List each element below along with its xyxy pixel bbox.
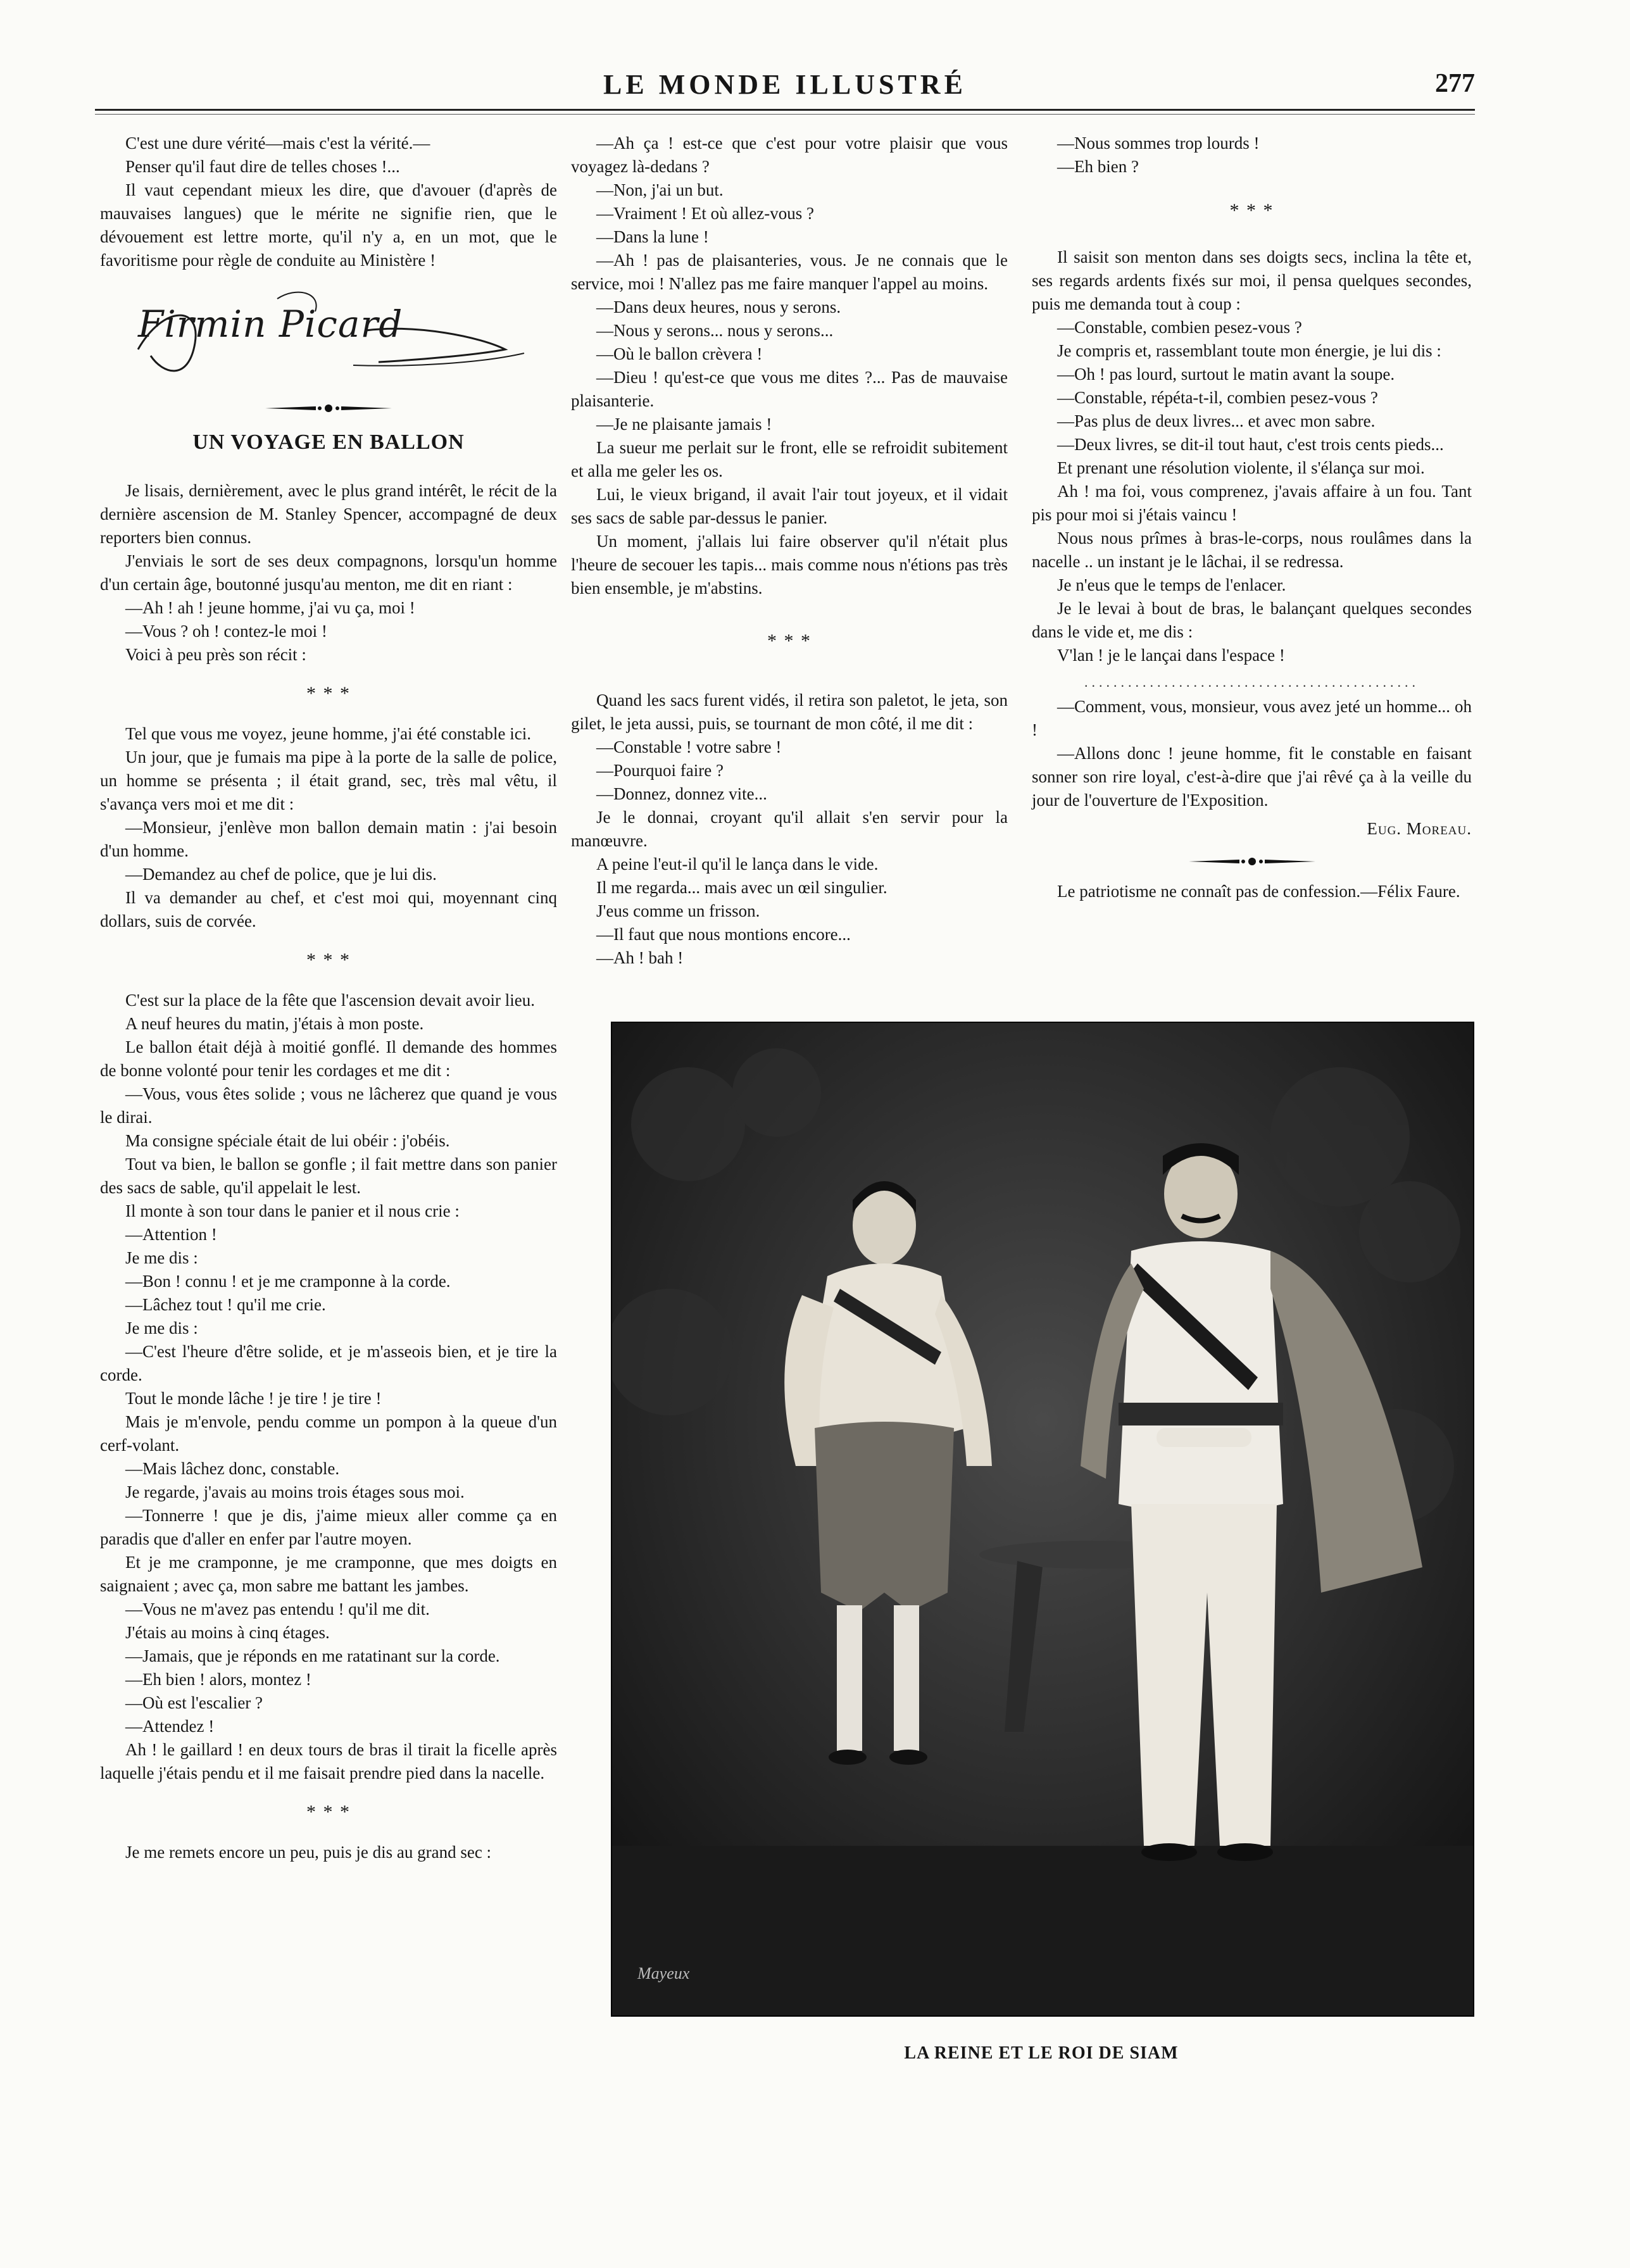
paragraph: —Comment, vous, monsieur, vous avez jeté un homme... oh ! xyxy=(1032,697,1472,739)
paragraph: —Pourquoi faire ? xyxy=(596,761,724,780)
paragraph: —Il faut que nous montions encore... xyxy=(596,925,851,944)
page-number: 277 xyxy=(1435,69,1475,98)
paragraph: —Ah ! ah ! jeune homme, j'ai vu ça, moi ! xyxy=(125,598,415,617)
paragraph: Il monte à son tour dans le panier et il nous crie : xyxy=(125,1201,460,1220)
paragraph: Un moment, j'allais lui faire observer qu'il n'était plus l'heure de secouer les tapis... mais comme nous n'étions pas très bien ensemble, je m'abstins. xyxy=(571,532,1008,598)
quotation: Le patriotisme ne connaît pas de confession.—Félix Faure. xyxy=(1057,882,1460,901)
paragraph: Je le donnai, croyant qu'il allait s'en servir pour la manœuvre. xyxy=(571,808,1008,850)
paragraph: C'est sur la place de la fête que l'ascension devait avoir lieu. xyxy=(125,991,535,1010)
paragraph: J'enviais le sort de ses deux compagnons, lorsqu'un homme d'un certain âge, boutonné jusqu'au menton, me dit en riant : xyxy=(100,551,557,594)
paragraph: Nous nous prîmes à bras-le-corps, nous roulâmes dans la nacelle .. un instant je le lâchai, il se redressa. xyxy=(1032,529,1472,571)
paragraph: Penser qu'il faut dire de telles choses !... xyxy=(125,157,400,176)
paragraph: —Ah ! pas de plaisanteries, vous. Je ne connais que le service, moi ! N'allez pas me faire manquer l'appel au moins. xyxy=(571,251,1008,293)
paragraph: A neuf heures du matin, j'étais à mon poste. xyxy=(125,1014,424,1033)
ellipsis-divider: .............................................. xyxy=(1084,674,1419,690)
paragraph: —Monsieur, j'enlève mon ballon demain matin : j'ai besoin d'un homme. xyxy=(100,818,557,860)
paragraph: V'lan ! je le lançai dans l'espace ! xyxy=(1057,646,1285,665)
paragraph: La sueur me perlait sur le front, elle se refroidit subitement et alla me geler les os. xyxy=(571,438,1008,480)
paragraph: Je me dis : xyxy=(125,1319,198,1338)
paragraph: —Dieu ! qu'est-ce que vous me dites ?... Pas de mauvaise plaisanterie. xyxy=(571,368,1008,410)
paragraph: —Constable ! votre sabre ! xyxy=(596,737,782,756)
paragraph: —Mais lâchez donc, constable. xyxy=(125,1459,340,1478)
paragraph: J'eus comme un frisson. xyxy=(596,901,760,920)
paragraph: —Vraiment ! Et où allez-vous ? xyxy=(596,204,815,223)
paragraph: Il saisit son menton dans ses doigts secs, inclina la tête et, ses regards ardents fixés sur moi, il pensa quelques secondes, puis me demanda tout à coup : xyxy=(1032,247,1472,313)
paragraph: Quand les sacs furent vidés, il retira son paletot, le jeta, son gilet, le jeta aussi, puis, se tournant de mon côté, il me dit : xyxy=(571,691,1008,733)
paragraph: C'est une dure vérité—mais c'est la vérité.— xyxy=(125,134,430,153)
paragraph: Tout le monde lâche ! je tire ! je tire ! xyxy=(125,1389,382,1408)
ornament-divider-icon xyxy=(265,404,392,413)
paragraph: —Nous y serons... nous y serons... xyxy=(596,321,834,340)
paragraph: —Tonnerre ! que je dis, j'aime mieux aller comme ça en paradis que d'aller en enfer par l'autre moyen. xyxy=(100,1506,557,1548)
paragraph: Je regarde, j'avais au moins trois étages sous moi. xyxy=(125,1482,465,1501)
paragraph: —Nous sommes trop lourds ! xyxy=(1057,134,1260,153)
article-author: Eug. Moreau. xyxy=(1367,819,1472,838)
asterism-divider: * * * xyxy=(306,949,351,970)
article-title: UN VOYAGE EN BALLON xyxy=(192,430,465,454)
column-3 xyxy=(1032,132,1472,903)
paragraph: Un jour, que je fumais ma pipe à la porte de la salle de police, un homme se présenta ; il était grand, sec, très mal vêtu, il s'avança vers moi et me dit : xyxy=(100,748,557,813)
paragraph: —Constable, répéta-t-il, combien pesez-vous ? xyxy=(1057,388,1378,407)
engraver-mark: Mayeux xyxy=(637,1964,690,1983)
paragraph: —Où le ballon crèvera ! xyxy=(596,344,763,363)
paragraph: —Demandez au chef de police, que je lui dis. xyxy=(125,865,437,884)
asterism-divider: * * * xyxy=(306,683,351,704)
paragraph: —Ah ! bah ! xyxy=(596,948,684,967)
paragraph: —Deux livres, se dit-il tout haut, c'est trois cents pieds... xyxy=(1057,435,1444,454)
portrait-illustration xyxy=(612,1023,1473,2015)
paragraph: —C'est l'heure d'être solide, et je m'asseois bien, et je tire la corde. xyxy=(100,1342,557,1384)
paragraph: —Pas plus de deux livres... et avec mon sabre. xyxy=(1057,411,1376,430)
paragraph: Il me regarda... mais avec un œil singulier. xyxy=(596,878,887,897)
paragraph: Il vaut cependant mieux les dire, que d'avouer (d'après de mauvaises langues) que le mérite ne signifie rien, que le dévouement est lettre morte, qu'il n'y a, en un mot, que le favoritisme pour règle de conduite au Ministère ! xyxy=(100,180,557,270)
paragraph: Je lisais, dernièrement, avec le plus grand intérêt, le récit de la dernière ascension de M. Stanley Spencer, accompagné de deux reporters bien connus. xyxy=(100,481,557,547)
paragraph: —Oh ! pas lourd, surtout le matin avant la soupe. xyxy=(1057,365,1395,384)
column-2 xyxy=(571,132,1008,970)
illustration-caption: LA REINE ET LE ROI DE SIAM xyxy=(904,2043,1179,2063)
paragraph: Le ballon était déjà à moitié gonflé. Il demande des hommes de bonne volonté pour tenir les cordages et me dit : xyxy=(100,1037,557,1080)
paragraph: —Eh bien ! alors, montez ! xyxy=(125,1670,311,1689)
ornament-divider-icon xyxy=(1189,857,1315,866)
engraving-king-queen-siam xyxy=(611,1022,1474,2017)
asterism-divider: * * * xyxy=(1229,200,1274,221)
journal-title: LE MONDE ILLUSTRÉ xyxy=(603,69,967,100)
paragraph: —Où est l'escalier ? xyxy=(125,1693,263,1712)
paragraph: —Jamais, que je réponds en me ratatinant sur la corde. xyxy=(125,1646,500,1665)
paragraph: —Bon ! connu ! et je me cramponne à la corde. xyxy=(125,1272,451,1291)
masthead xyxy=(95,68,1475,106)
paragraph: J'étais au moins à cinq étages. xyxy=(125,1623,330,1642)
paragraph: Il va demander au chef, et c'est moi qui, moyennant cinq dollars, suis de corvée. xyxy=(100,888,557,930)
paragraph: Mais je m'envole, pendu comme un pompon à la queue d'un cerf-volant. xyxy=(100,1412,557,1455)
paragraph: —Dans la lune ! xyxy=(596,227,709,246)
paragraph: Voici à peu près son récit : xyxy=(125,645,306,664)
header-rule-thin xyxy=(95,114,1475,115)
paragraph: —Vous ? oh ! contez-le moi ! xyxy=(125,622,327,641)
paragraph: —Non, j'ai un but. xyxy=(596,180,724,199)
paragraph: —Attention ! xyxy=(125,1225,217,1244)
paragraph: Je n'eus que le temps de l'enlacer. xyxy=(1057,575,1286,594)
paragraph: —Vous ne m'avez pas entendu ! qu'il me dit. xyxy=(125,1600,430,1619)
paragraph: Ah ! le gaillard ! en deux tours de bras il tirait la ficelle après laquelle j'étais pendu et il me faisait prendre pied dans la nacelle. xyxy=(100,1740,557,1782)
column-1 xyxy=(100,132,557,1864)
paragraph: Tel que vous me voyez, jeune homme, j'ai été constable ici. xyxy=(125,724,532,743)
asterism-divider: * * * xyxy=(306,1801,351,1822)
paragraph: Je me dis : xyxy=(125,1248,198,1267)
paragraph: —Lâchez tout ! qu'il me crie. xyxy=(125,1295,326,1314)
paragraph: —Eh bien ? xyxy=(1057,157,1139,176)
paragraph: Je le levai à bout de bras, le balançant quelques secondes dans le vide et, me dis : xyxy=(1032,599,1472,641)
signature xyxy=(100,280,557,387)
paragraph: —Dans deux heures, nous y serons. xyxy=(596,298,841,316)
paragraph: —Allons donc ! jeune homme, fit le constable en faisant sonner son rire loyal, c'est-à-dire que j'ai rêvé ça à la veille du jour de l'ouverture de l'Exposition. xyxy=(1032,744,1472,810)
paragraph: Je me remets encore un peu, puis je dis au grand sec : xyxy=(125,1843,492,1862)
paragraph: Ma consigne spéciale était de lui obéir : j'obéis. xyxy=(125,1131,450,1150)
paragraph: —Constable, combien pesez-vous ? xyxy=(1057,318,1302,337)
paragraph: Et je me cramponne, je me cramponne, que mes doigts en saignaient ; avec ça, mon sabre me battant les jambes. xyxy=(100,1553,557,1595)
paragraph: Je compris et, rassemblant toute mon énergie, je lui dis : xyxy=(1057,341,1441,360)
asterism-divider: * * * xyxy=(767,630,812,651)
paragraph: Et prenant une résolution violente, il s'élança sur moi. xyxy=(1057,458,1425,477)
paragraph: Lui, le vieux brigand, il avait l'air tout joyeux, et il vidait ses sacs de sable par-dessus le panier. xyxy=(571,485,1008,527)
paragraph: Ah ! ma foi, vous comprenez, j'avais affaire à un fou. Tant pis pour moi si j'étais vaincu ! xyxy=(1032,482,1472,524)
paragraph: —Je ne plaisante jamais ! xyxy=(596,415,772,434)
signature-text: Firmin Picard xyxy=(138,303,403,346)
paragraph: Tout va bien, le ballon se gonfle ; il fait mettre dans son panier des sacs de sable, qu'il appelait le lest. xyxy=(100,1155,557,1197)
paragraph: —Vous, vous êtes solide ; vous ne lâcherez que quand je vous le dirai. xyxy=(100,1084,557,1127)
paragraph: —Ah ça ! est-ce que c'est pour votre plaisir que vous voyagez là-dedans ? xyxy=(571,134,1008,176)
paragraph: —Attendez ! xyxy=(125,1717,215,1736)
paragraph: A peine l'eut-il qu'il le lança dans le vide. xyxy=(596,855,879,874)
paragraph: —Donnez, donnez vite... xyxy=(596,784,767,803)
header-rule xyxy=(95,109,1475,111)
